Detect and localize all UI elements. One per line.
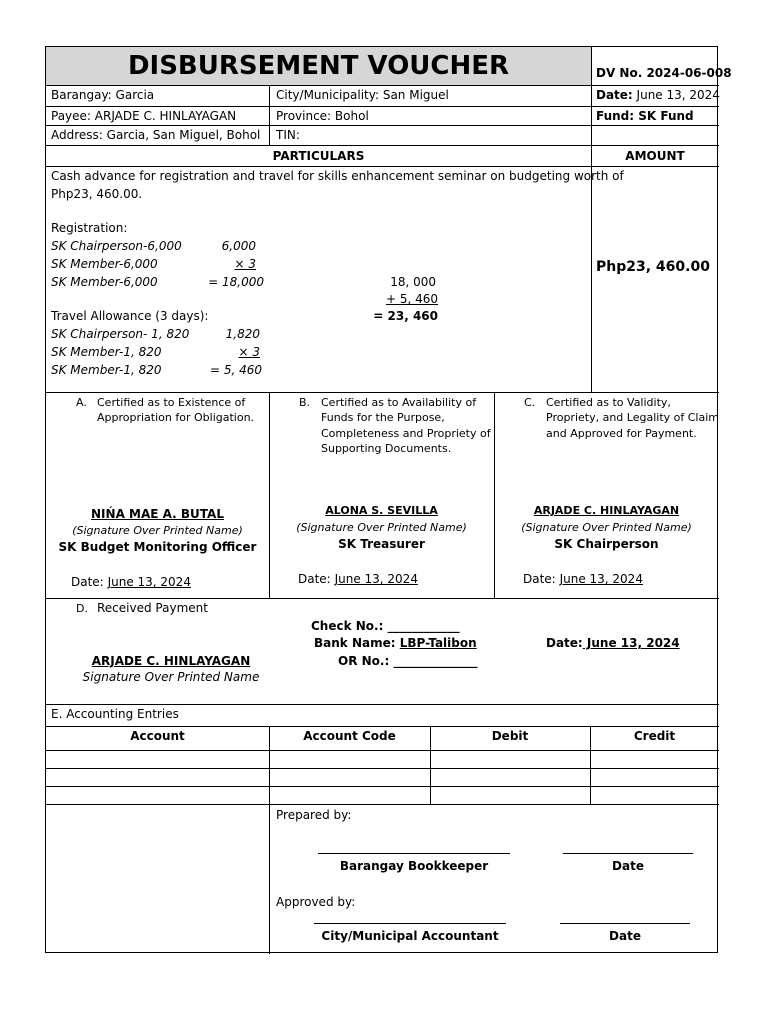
travel-label: Travel Allowance (3 days): — [51, 309, 209, 323]
address-field: Address: Garcia, San Miguel, Bohol — [51, 128, 261, 142]
received-letter: D. — [76, 602, 88, 615]
bank-name-field: Bank Name: LBP-Talibon — [314, 636, 477, 650]
date-label: Date — [609, 929, 641, 943]
cert-b-text: Supporting Documents. — [321, 442, 452, 455]
cert-c-text: Propriety, and Legality of Claim — [546, 411, 719, 424]
accounting-heading: E. Accounting Entries — [51, 707, 179, 721]
particulars-description-line2: Php23, 460.00. — [51, 187, 143, 201]
received-signatory: ARJADE C. HINLAYAGAN — [91, 654, 251, 668]
cert-c-signatory: ARJADE C. HINLAYAGAN — [533, 504, 680, 517]
cert-a-position: SK Budget Monitoring Officer — [58, 540, 257, 554]
sum-line-1: 18, 000 — [390, 275, 436, 289]
payee-field: Payee: ARJADE C. HINLAYAGAN — [51, 109, 237, 123]
received-label: Received Payment — [97, 601, 208, 615]
accountant-label: City/Municipal Accountant — [321, 929, 499, 943]
or-no-field: OR No.: ______________ — [338, 654, 478, 668]
bookkeeper-label: Barangay Bookkeeper — [339, 859, 489, 873]
amount-heading: AMOUNT — [625, 149, 685, 163]
cert-b-text: Completeness and Propriety of — [321, 427, 491, 440]
cert-b-text: Funds for the Purpose, — [321, 411, 445, 424]
reg-row-label: SK Member-6,000 — [51, 275, 158, 289]
cert-c-position: SK Chairperson — [554, 537, 659, 551]
reg-row-value: = 18,000 — [208, 275, 264, 289]
cert-a-signatory: NIŃA MAE A. BUTAL — [91, 507, 224, 521]
cert-c-text: Certified as to Validity, — [546, 396, 671, 409]
province-field: Province: Bohol — [276, 109, 369, 123]
city-field: City/Municipality: San Miguel — [276, 88, 449, 102]
date-label: Date — [612, 859, 644, 873]
signature-caption: (Signature Over Printed Name) — [521, 521, 692, 534]
column-header-credit: Credit — [633, 729, 676, 743]
travel-row-value: 1,820 — [225, 327, 260, 341]
cert-b-signatory: ALONA S. SEVILLA — [325, 504, 438, 517]
column-header-account-code: Account Code — [303, 729, 396, 743]
registration-label: Registration: — [51, 221, 128, 235]
reg-row-label: SK Chairperson-6,000 — [51, 239, 182, 253]
travel-row-label: SK Member-1, 820 — [51, 363, 162, 377]
amount-value: Php23, 460.00 — [596, 259, 710, 275]
date-line — [560, 923, 690, 924]
cert-b-letter: B. — [299, 396, 311, 409]
cert-a-text: Appropriation for Obligation. — [97, 411, 255, 424]
travel-row-value: = 5, 460 — [209, 363, 262, 377]
cert-a-letter: A. — [76, 396, 87, 409]
prepared-by-label: Prepared by: — [276, 808, 352, 822]
particulars-heading: PARTICULARS — [272, 149, 365, 163]
cert-b-date: Date: June 13, 2024 — [298, 572, 418, 586]
column-header-account: Account — [130, 729, 185, 743]
cert-b-text: Certified as to Availability of — [321, 396, 477, 409]
accountant-signature-line — [314, 923, 506, 924]
sum-total: = 23, 460 — [373, 309, 438, 323]
tin-field: TIN: — [276, 128, 300, 142]
reg-row-value: × 3 — [234, 257, 256, 271]
bookkeeper-signature-line — [318, 853, 510, 854]
particulars-description-line1: Cash advance for registration and travel for skills enhancement seminar on budgeting worth of — [51, 169, 624, 183]
cert-c-text: and Approved for Payment. — [546, 427, 697, 440]
reg-row-label: SK Member-6,000 — [51, 257, 158, 271]
sum-line-2: + 5, 460 — [385, 292, 438, 306]
cert-c-date: Date: June 13, 2024 — [523, 572, 643, 586]
travel-row-label: SK Member-1, 820 — [51, 345, 162, 359]
reg-row-value: 6,000 — [221, 239, 256, 253]
cert-a-date: Date: June 13, 2024 — [71, 575, 191, 589]
date-line — [563, 853, 693, 854]
cert-a-text: Certified as to Existence of — [97, 396, 246, 409]
date-field: Date: June 13, 2024 — [596, 88, 720, 102]
barangay-field: Barangay: Garcia — [51, 88, 155, 102]
signature-caption: (Signature Over Printed Name) — [296, 521, 467, 534]
voucher-title: DISBURSEMENT VOUCHER — [127, 51, 510, 81]
received-date: Date: June 13, 2024 — [546, 636, 680, 650]
column-header-debit: Debit — [491, 729, 529, 743]
cert-b-position: SK Treasurer — [338, 537, 425, 551]
check-no-field: Check No.: ____________ — [311, 619, 460, 633]
dv-number: DV No. 2024-06-008 — [596, 66, 732, 80]
travel-row-label: SK Chairperson- 1, 820 — [51, 327, 190, 341]
title-bar — [46, 47, 591, 85]
voucher-form — [45, 46, 732, 953]
signature-caption: Signature Over Printed Name — [82, 670, 260, 684]
fund-field: Fund: SK Fund — [596, 109, 694, 123]
travel-row-value: × 3 — [238, 345, 260, 359]
approved-by-label: Approved by: — [276, 895, 356, 909]
signature-caption: (Signature Over Printed Name) — [72, 524, 243, 537]
cert-c-letter: C. — [524, 396, 536, 409]
